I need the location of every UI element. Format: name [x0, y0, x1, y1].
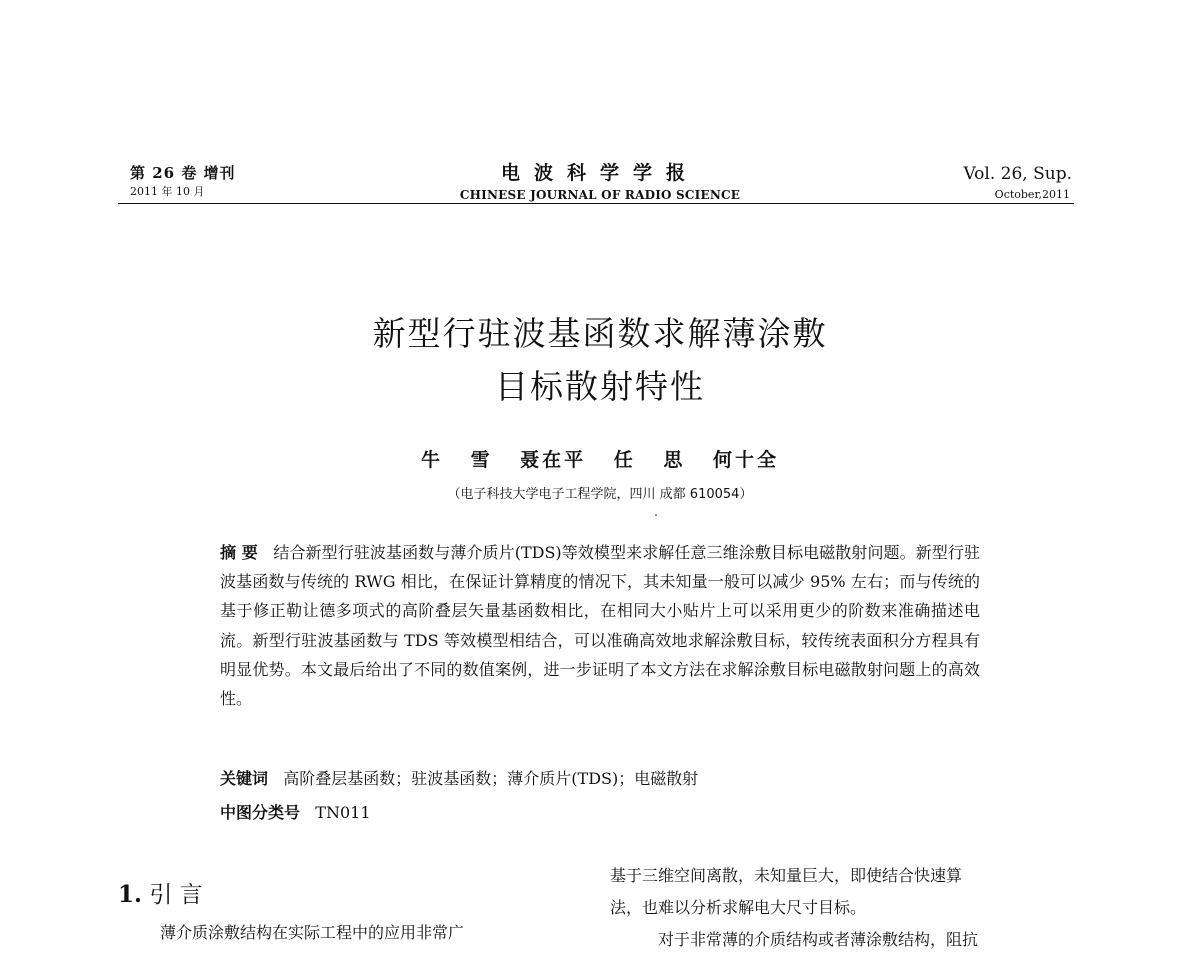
right-column-line: 基于三维空间离散，未知量巨大，即使结合快速算 [610, 866, 963, 885]
date-en: October,2011 [994, 188, 1070, 201]
journal-name-en: CHINESE JOURNAL OF RADIO SCIENCE [459, 188, 741, 202]
classification-text: TN011 [315, 803, 371, 822]
date-cn: 2011 年 10 月 [130, 185, 205, 198]
right-column-line: 法，也难以分析求解电大尺寸目标。 [610, 898, 867, 917]
volume-issue-cn: 第 26 卷 增刊 [130, 164, 236, 182]
left-column-text: 薄介质涂敷结构在实际工程中的应用非常广 [160, 923, 465, 942]
section-title: 引 言 [149, 882, 203, 908]
authors: 牛 雪 聂在平 任 思 何十全 [420, 449, 780, 471]
right-column [610, 860, 1088, 956]
keywords-label: 关键词 [220, 769, 269, 788]
affiliation: （电子科技大学电子工程学院，四川 成都 610054） [447, 487, 753, 502]
abstract [220, 538, 980, 713]
keywords-text: 高阶叠层基函数；驻波基函数；薄介质片(TDS)；电磁散射 [283, 769, 699, 788]
section-number: 1. [118, 881, 143, 908]
keywords [220, 766, 698, 789]
abstract-text: 结合新型行驻波基函数与薄介质片(TDS)等效模型来求解任意三维涂敷目标电磁散射问题。新型行驻波基函数与传统的 RWG 相比，在保证计算精度的情况下，其未知量一般可以减少 95% 左右；而与传统的基于修正勒让德多项式的高阶叠层矢量基函数相比，在相同大小贴片上可以采用更少的阶数来准确描述电流。新型行驻波基函数与 TDS 等效模型相结合，可以准确高效地求解涂敷目标，较传统表面积分方程具有明显优势。本文最后给出了不同的数值案例，进一步证明了本文方法在求解涂敷目标电磁散射问题上的高效性。 [220, 543, 980, 709]
header-rule [118, 203, 1074, 204]
scan-speck [655, 514, 657, 516]
section-heading [118, 876, 203, 909]
paper-title-line-2: 目标散射特性 [495, 367, 705, 406]
classification-label: 中图分类号 [220, 803, 301, 822]
classification [220, 800, 371, 823]
right-column-line: 对于非常薄的介质结构或者薄涂敷结构，阻抗 [658, 930, 979, 949]
abstract-label: 摘 要 [220, 543, 258, 562]
paper-title-line-1: 新型行驻波基函数求解薄涂敷 [372, 314, 828, 353]
volume-issue-en: Vol. 26, Sup. [963, 164, 1072, 184]
journal-name-cn: 电波科学学报 [500, 162, 699, 184]
